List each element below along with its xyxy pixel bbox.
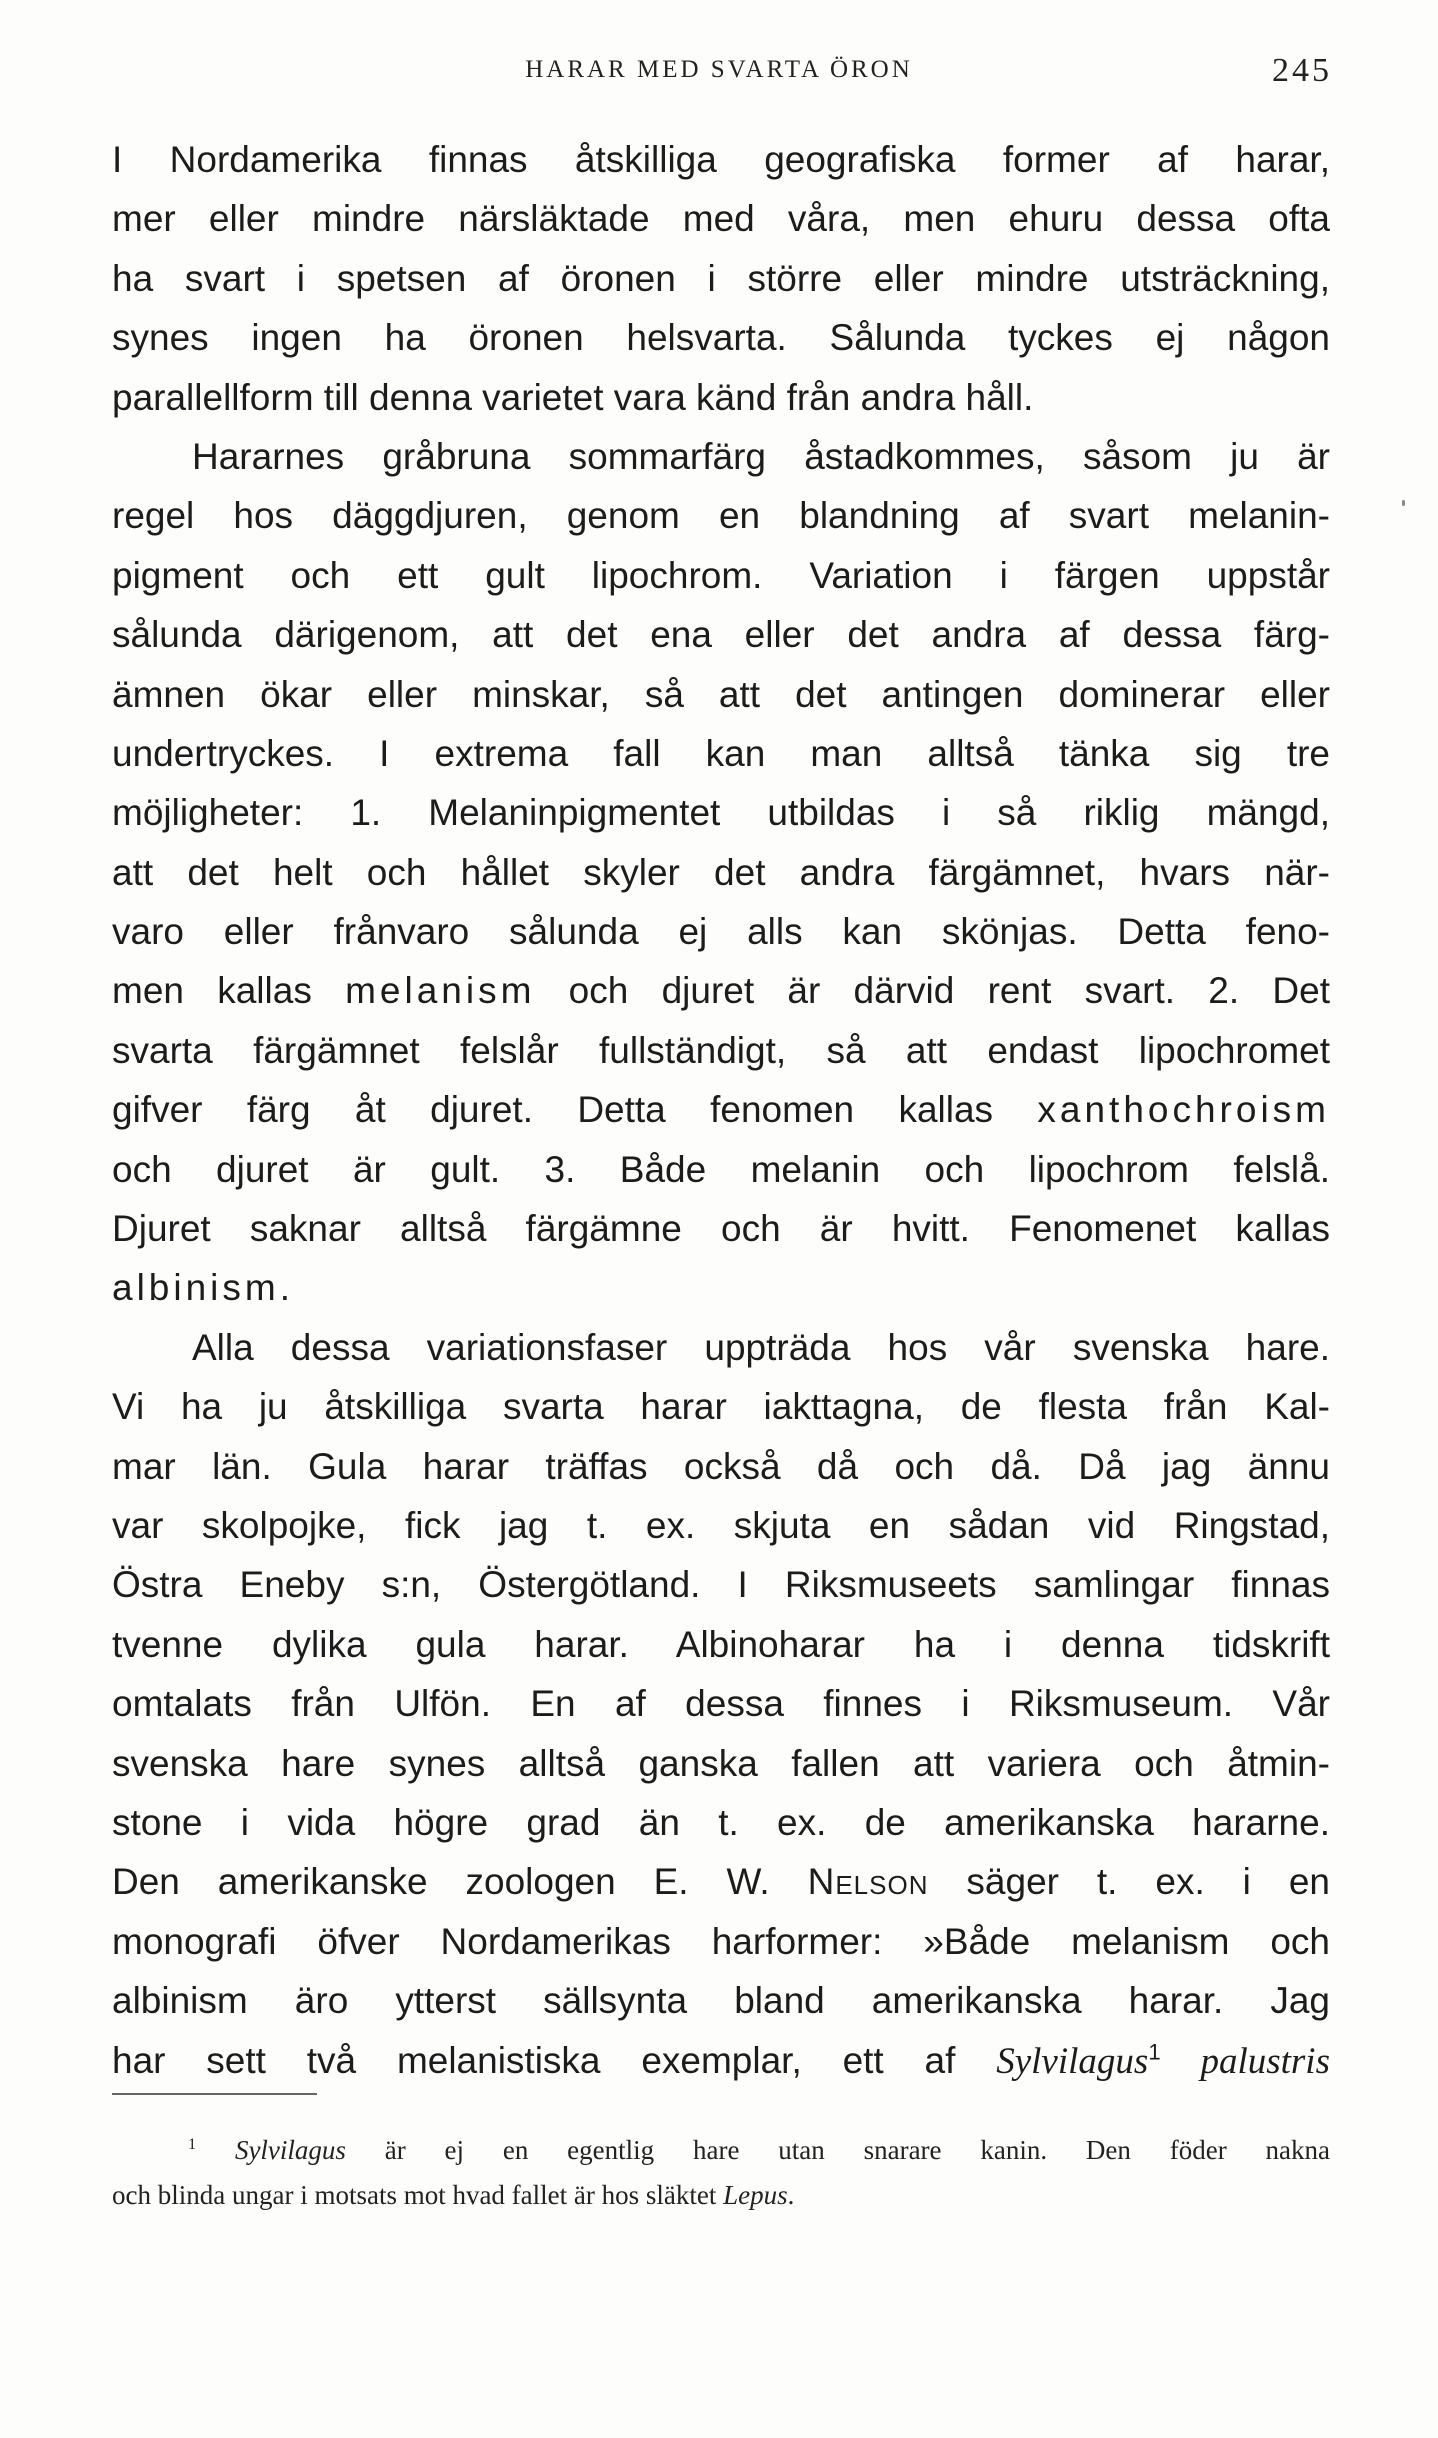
footnote-marker: 1: [188, 2135, 197, 2153]
body-line: ämnen ökar eller minskar, så att det antingen dominerar eller: [112, 673, 1330, 715]
body-line: albinism äro ytterst sällsynta bland amerikanska harar. Jag: [112, 1980, 1330, 2022]
term-melanism: melanism: [345, 970, 536, 1012]
footnote-line: [112, 2173, 1330, 2218]
genus-sylvilagus: Sylvilagus: [996, 2040, 1149, 2082]
body-line: sålunda därigenom, att det ena eller det andra af dessa färg-: [112, 614, 1330, 656]
body-line: synes ingen ha öronen helsvarta. Sålunda tyckes ej någon: [112, 317, 1330, 359]
running-head: [0, 48, 1438, 98]
body-line: möjligheter: 1. Melaninpigmentet utbildas i så riklig mängd,: [112, 792, 1330, 834]
line-text: och djuret är därvid rent svart. 2. Det: [535, 970, 1330, 1012]
line-text: Den amerikanske zoologen E. W.: [112, 1861, 808, 1903]
body-line: att det helt och hållet skyler det andra färgämnet, hvars när-: [112, 851, 1330, 893]
body-line: I Nordamerika finnas åtskilliga geografiska former af harar,: [112, 139, 1330, 180]
body-line: ha svart i spetsen af öronen i större eller mindre utsträckning,: [112, 257, 1330, 299]
body-line: Alla dessa variationsfaser uppträda hos vår svenska hare.: [192, 1326, 1330, 1368]
footnote-text: är ej en egentlig hare utan snarare kanin. Den föder nakna: [345, 2135, 1330, 2165]
body-text: [112, 130, 1330, 2090]
body-line: Djuret saknar alltså färgämne och är hvitt. Fenomenet kallas: [112, 1208, 1330, 1250]
body-line: monografi öfver Nordamerikas harformer: »Både melanism och: [112, 1920, 1330, 1962]
footnote: [112, 2128, 1330, 2218]
body-line-with-term: [112, 1080, 1330, 1139]
body-line: svenska hare synes alltså ganska fallen att variera och åtmin-: [112, 1742, 1330, 1784]
body-line: och djuret är gult. 3. Både melanin och lipochrom felslå.: [112, 1148, 1330, 1190]
footnote-genus: Lepus: [723, 2180, 788, 2210]
body-line: pigment och ett gult lipochrom. Variation i färgen uppstår: [112, 554, 1330, 596]
body-line: var skolpojke, fick jag t. ex. skjuta en sådan vid Ringstad,: [112, 1504, 1330, 1546]
footnote-line: [112, 2128, 1330, 2173]
body-line: stone i vida högre grad än t. ex. de amerikanska hararne.: [112, 1801, 1330, 1843]
footnote-taxon: Sylvilagus: [234, 2135, 346, 2165]
body-line: varo eller frånvaro sålunda ej alls kan skönjas. Detta feno-: [112, 911, 1330, 953]
line-text: säger t. ex. i en: [928, 1861, 1330, 1903]
footnote-text: .: [787, 2180, 795, 2210]
line-text: gifver färg åt djuret. Detta fenomen kallas: [112, 1089, 1038, 1131]
line-text: .: [279, 1267, 290, 1309]
footnote-reference: 1: [1148, 2039, 1161, 2065]
body-line-with-species: [112, 2031, 1330, 2090]
body-line-with-name: [112, 1852, 1330, 1911]
species-palustris: palustris: [1160, 2040, 1330, 2082]
term-xanthochroism: xanthochroism: [1037, 1089, 1330, 1131]
body-line: svarta färgämnet felslår fullständigt, så att endast lipochromet: [112, 1029, 1330, 1071]
term-albinism: albinism: [112, 1267, 280, 1309]
line-text: har sett två melanistiska exemplar, ett af: [112, 2039, 997, 2081]
footnote-text: och blinda ungar i motsats mot hvad fallet är hos släktet: [112, 2180, 724, 2210]
body-line: tvenne dylika gula harar. Albinoharar ha i denna tidskrift: [112, 1623, 1330, 1665]
body-line-with-term: [112, 961, 1330, 1020]
body-line: undertryckes. I extrema fall kan man alltså tänka sig tre: [112, 732, 1330, 774]
body-line: Östra Eneby s:n, Östergötland. I Riksmuseets samlingar finnas: [112, 1564, 1330, 1606]
body-line-with-term: [112, 1258, 1330, 1317]
body-line: parallellform till denna varietet vara känd från andra håll.: [112, 376, 1034, 418]
body-line: omtalats från Ulfön. En af dessa finnes i Riksmuseum. Vår: [112, 1683, 1330, 1725]
paper-speck: [1402, 500, 1405, 506]
running-title: HARAR MED SVARTA ÖRON: [525, 56, 913, 83]
page-number: 245: [1272, 52, 1332, 89]
body-line: mar län. Gula harar träffas också då och då. Då jag ännu: [112, 1445, 1330, 1487]
line-text: men kallas: [112, 970, 346, 1012]
body-line: mer eller mindre närsläktade med våra, men ehuru dessa ofta: [112, 198, 1330, 240]
author-name: Nelson: [807, 1861, 929, 1903]
footnote-divider: [112, 2093, 317, 2095]
body-line: Vi ha ju åtskilliga svarta harar iakttagna, de flesta från Kal-: [112, 1386, 1330, 1428]
body-line: Hararnes gråbruna sommarfärg åstadkommes, såsom ju är: [192, 435, 1330, 477]
body-line: regel hos däggdjuren, genom en blandning af svart melanin-: [112, 495, 1330, 537]
